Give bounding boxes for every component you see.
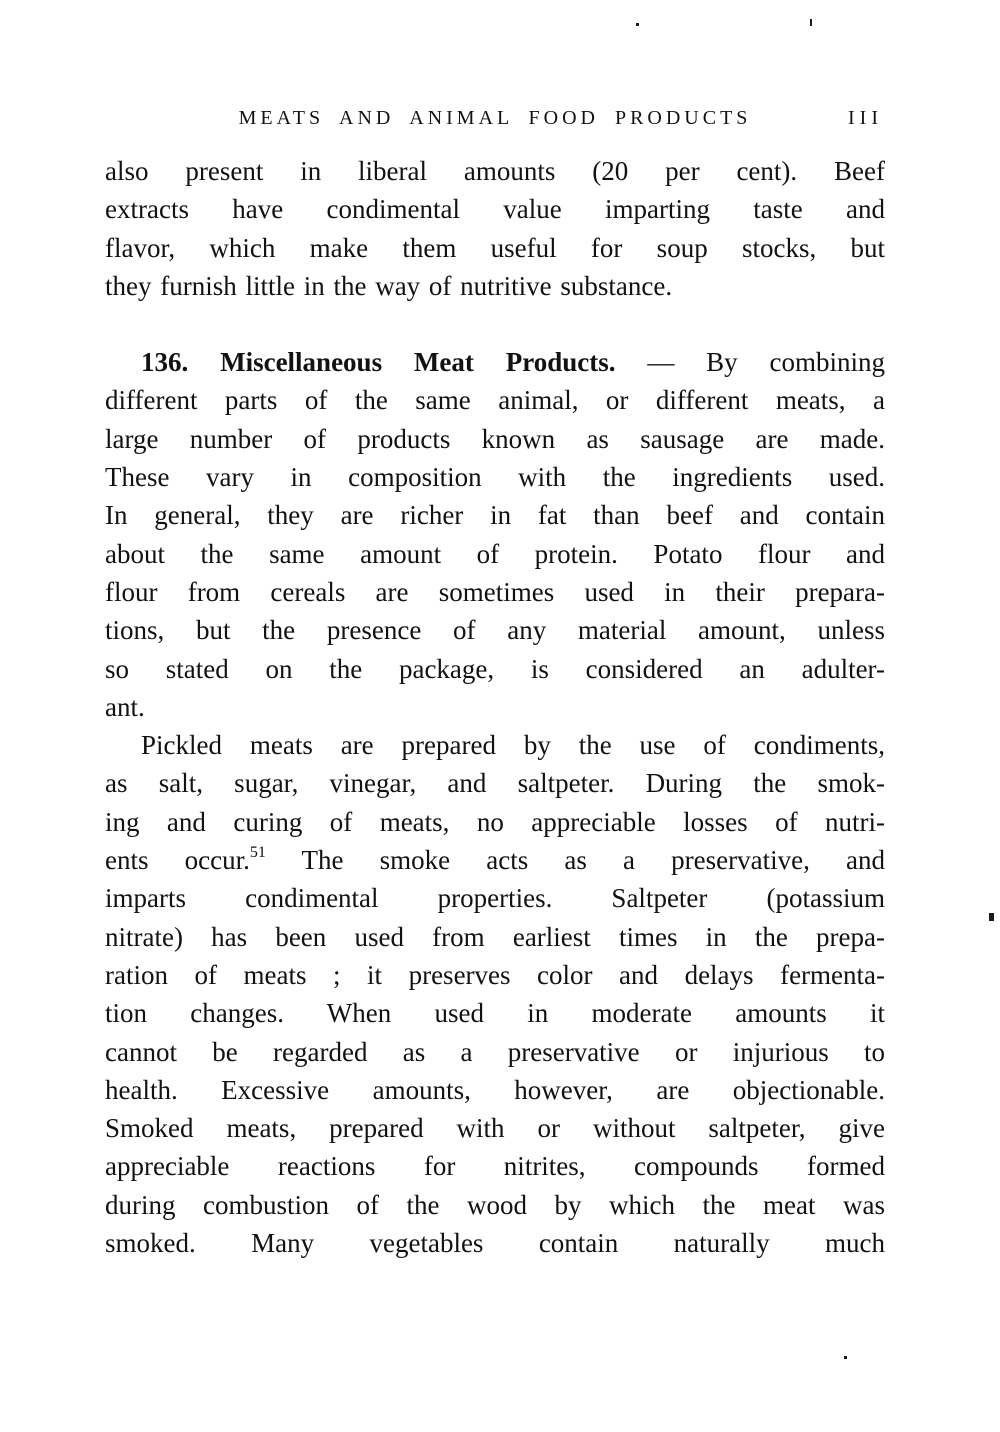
text-line: flour from cereals are sometimes used in their prepara-: [105, 576, 885, 607]
text-line: about the same amount of protein. Potato flour and: [105, 538, 885, 569]
text-line: flavor, which make them useful for soup stocks, but: [105, 232, 885, 263]
scan-speck: [989, 913, 994, 921]
text-line: tion changes. When used in moderate amounts it: [105, 998, 885, 1029]
scan-speck: [810, 19, 812, 26]
text-line: ration of meats ; it preserves color and delays fermenta-: [105, 959, 885, 990]
paragraph-1: [105, 152, 885, 305]
text-line: also present in liberal amounts (20 per cent). Beef: [105, 156, 885, 186]
text-line: extracts have condimental value imparting taste and: [105, 194, 885, 225]
text-line: different parts of the same animal, or different meats, a: [105, 385, 885, 416]
text-line: Smoked meats, prepared with or without saltpeter, give: [105, 1113, 885, 1144]
section-heading: 136. Miscellaneous Meat Products.: [141, 347, 616, 378]
text-line: ing and curing of meats, no appreciable losses of nutri-: [105, 806, 885, 837]
text-line: tions, but the presence of any material amount, unless: [105, 615, 885, 646]
section-heading-line: [105, 343, 885, 381]
text-block: [105, 152, 885, 1262]
text-line: These vary in composition with the ingredients used.: [105, 462, 885, 493]
footnote-reference: 51: [249, 844, 266, 862]
text-line: imparts condimental properties. Saltpeter (potassium: [105, 883, 885, 914]
text-segment: The smoke acts as a preservative, and: [301, 845, 885, 876]
text-line: health. Excessive amounts, however, are objectionable.: [105, 1074, 885, 1105]
text-line: [105, 841, 885, 879]
text-line: nitrate) has been used from earliest times in the prepa-: [105, 921, 885, 952]
text-segment: — By combining: [647, 347, 886, 378]
scan-speck: [636, 23, 639, 26]
text-line: so stated on the package, is considered an adulter-: [105, 653, 885, 684]
text-line: smoked. Many vegetables contain naturally much: [105, 1228, 885, 1259]
running-title: MEATS AND ANIMAL FOOD PRODUCTS: [238, 107, 752, 129]
page-number: III: [848, 107, 883, 129]
paragraph-3: [105, 726, 885, 1262]
text-line: appreciable reactions for nitrites, compounds formed: [105, 1151, 885, 1182]
text-segment: ents occur.: [105, 845, 250, 876]
text-line: In general, they are richer in fat than beef and contain: [105, 500, 885, 531]
paragraph-2: [105, 343, 885, 726]
text-line: during combustion of the wood by which the meat was: [105, 1189, 885, 1220]
text-line: they furnish little in the way of nutritive substance.: [105, 270, 673, 301]
page-header: [105, 106, 885, 130]
text-line: Pickled meats are prepared by the use of condiments,: [141, 730, 885, 761]
text-line: large number of products known as sausage are made.: [105, 423, 885, 454]
text-line: cannot be regarded as a preservative or injurious to: [105, 1036, 885, 1067]
text-line: as salt, sugar, vinegar, and saltpeter. During the smok-: [105, 768, 885, 799]
text-line: ant.: [105, 691, 145, 722]
scan-speck: [844, 1356, 847, 1359]
